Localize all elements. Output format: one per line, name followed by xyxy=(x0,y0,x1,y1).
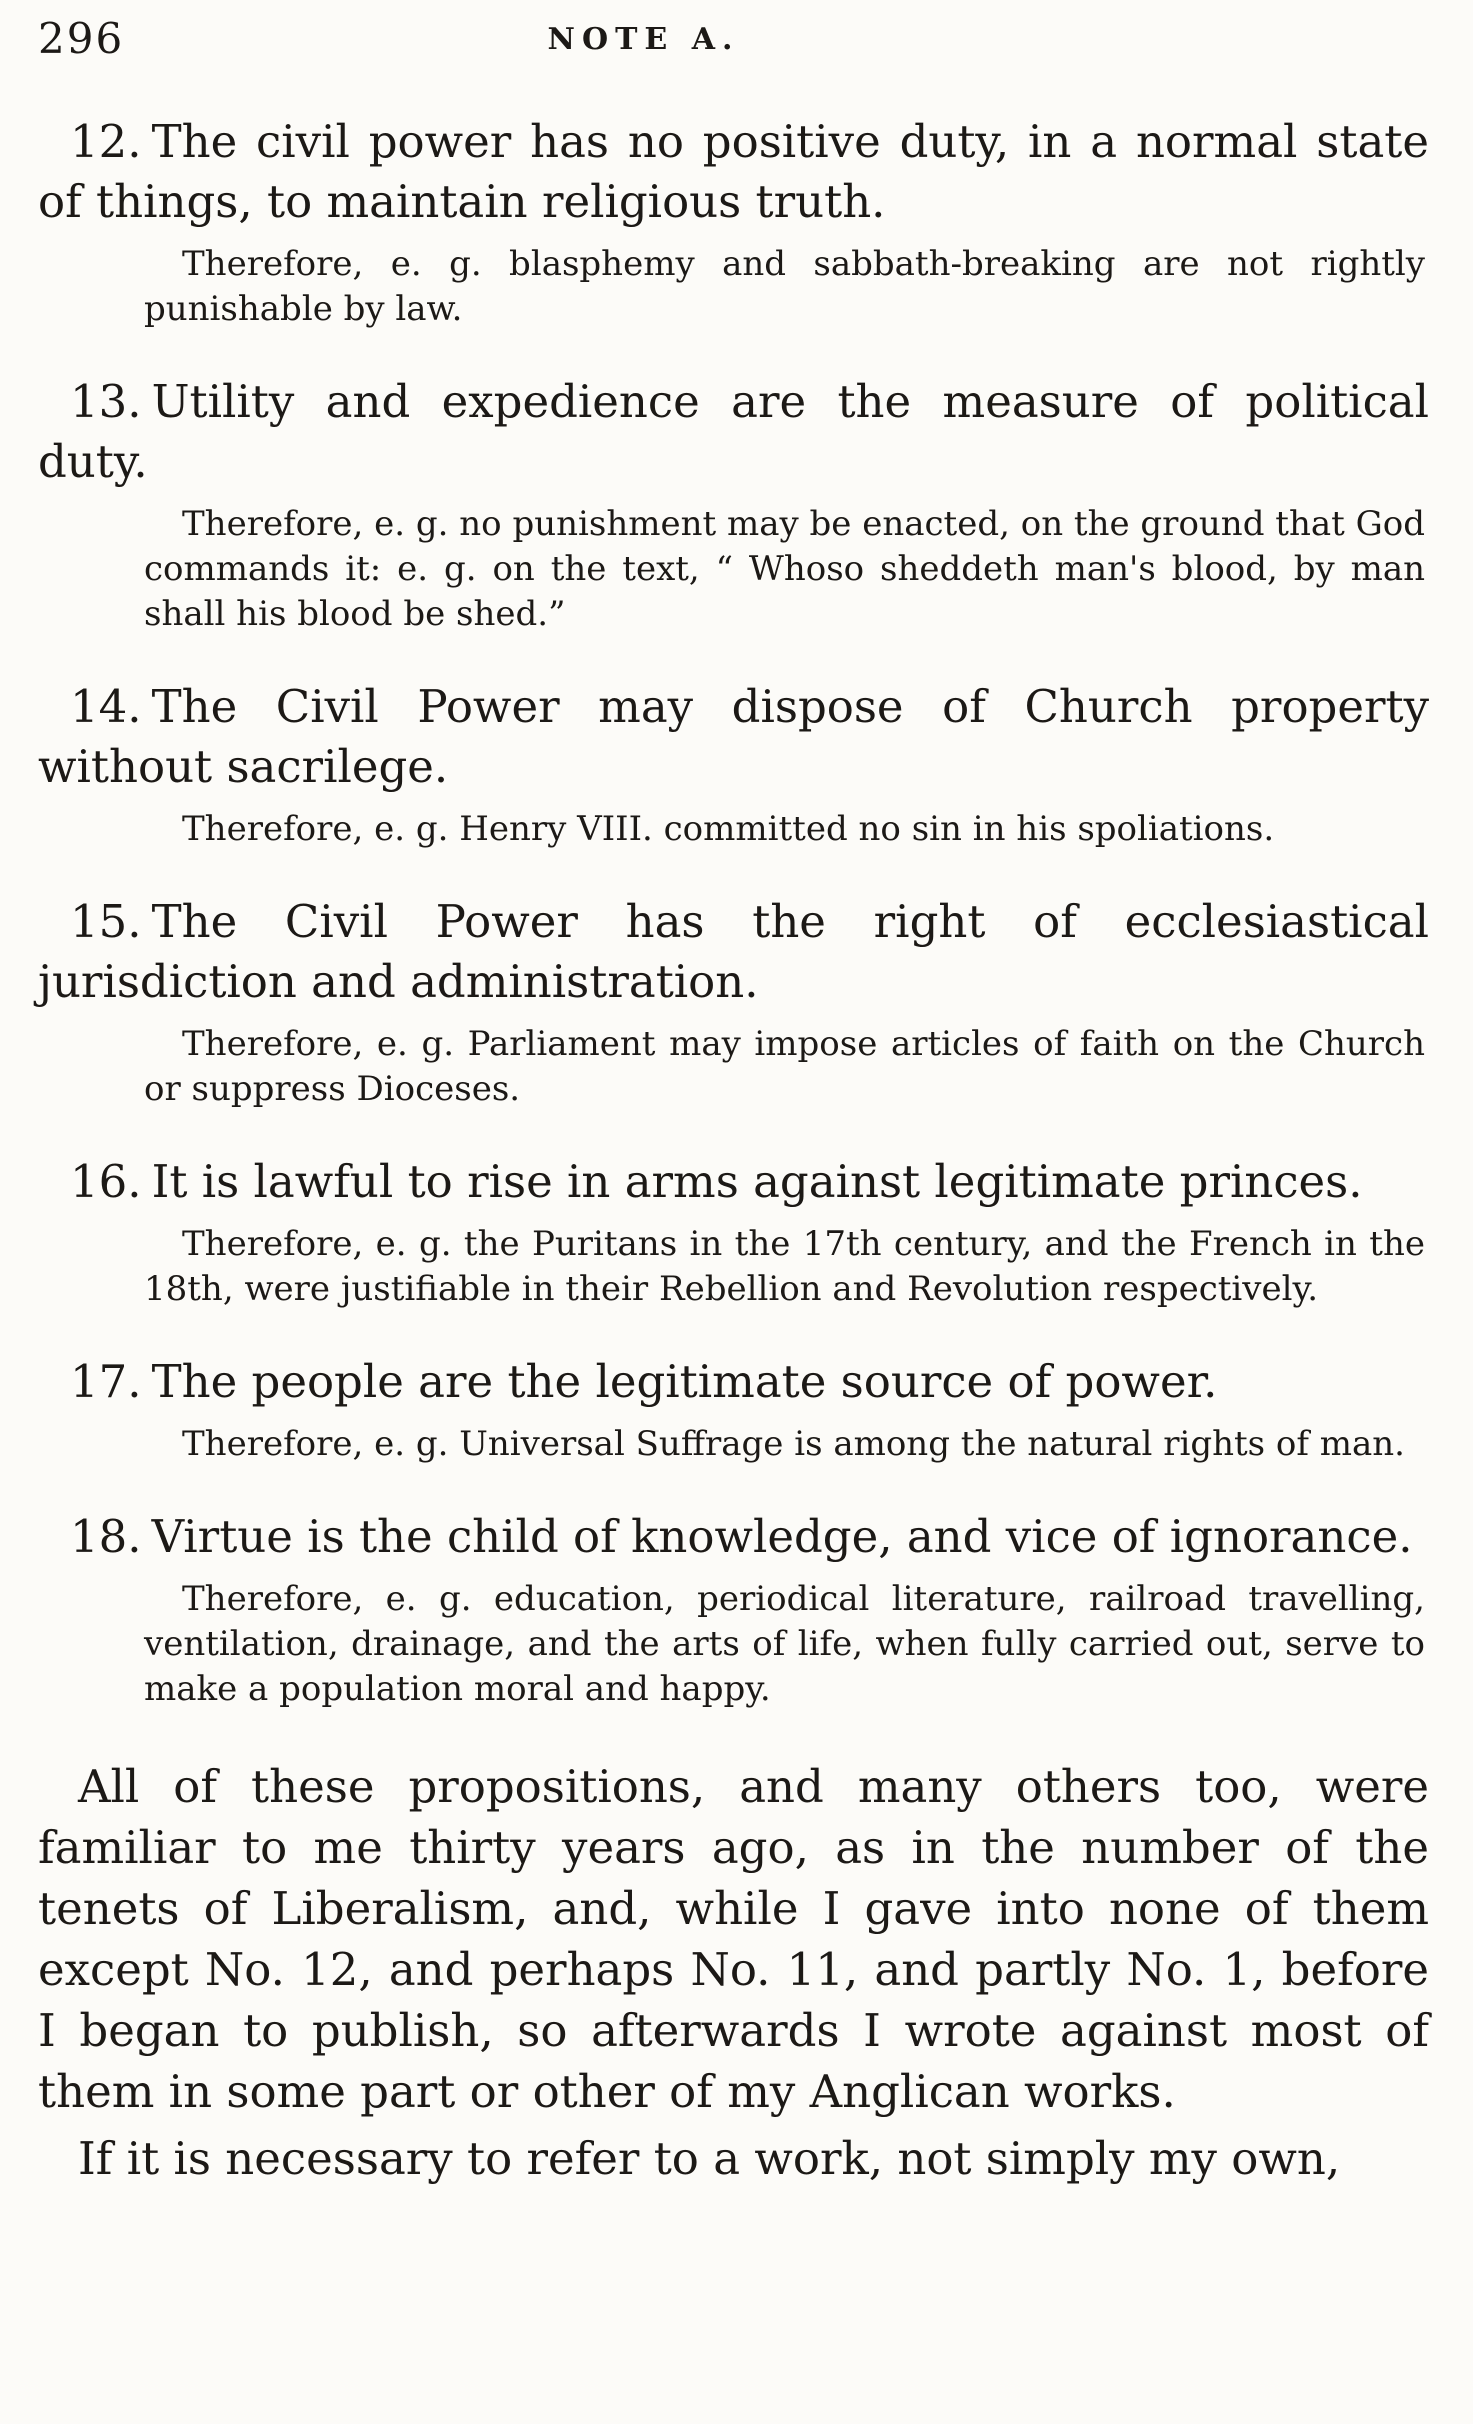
proposition-number: 13. xyxy=(70,375,142,428)
proposition-block-16 xyxy=(38,1152,1429,1312)
proposition-statement xyxy=(38,1152,1429,1212)
proposition-number: 16. xyxy=(70,1155,142,1208)
running-head: NOTE A. xyxy=(547,22,740,57)
proposition-consequence: Therefore, e. g. Universal Suffrage is among the natural rights of man. xyxy=(182,1424,1405,1464)
proposition-number: 14. xyxy=(70,680,142,733)
page-number: 296 xyxy=(38,14,125,63)
proposition-text: It is lawful to rise in arms against legitimate princes. xyxy=(151,1155,1363,1208)
closing-paragraph-continuation: If it is necessary to refer to a work, not simply my own, xyxy=(78,2132,1341,2185)
proposition-statement xyxy=(38,677,1429,797)
closing-paragraph: All of these propositions, and many others too, were familiar to me thirty years ago, as in the number of the tenets of Liberalism, and, while I gave into none of them except No. 12, and perhaps No. 11, and partly No. 1, before I began to publish, so afterwards I wrote against most of them in some part or other of my Anglican works. xyxy=(38,1760,1429,2118)
proposition-statement xyxy=(38,892,1429,1012)
proposition-consequence: Therefore, e. g. education, periodical literature, railroad travelling, ventilation, drainage, and the arts of life, when fully carried out, serve to make a population moral and happy. xyxy=(144,1579,1425,1709)
proposition-block-18 xyxy=(38,1507,1429,1712)
proposition-text: The people are the legitimate source of power. xyxy=(151,1355,1218,1408)
proposition-block-17 xyxy=(38,1352,1429,1467)
proposition-statement xyxy=(38,1507,1429,1567)
proposition-number: 12. xyxy=(70,115,142,168)
proposition-consequence: Therefore, e. g. the Puritans in the 17th century, and the French in the 18th, were justifiable in their Rebellion and Revolution respectively. xyxy=(144,1224,1425,1309)
proposition-consequence: Therefore, e. g. blasphemy and sabbath-breaking are not rightly punishable by law. xyxy=(144,244,1425,329)
proposition-text: Utility and expedience are the measure of political duty. xyxy=(38,375,1429,488)
proposition-number: 15. xyxy=(70,895,142,948)
proposition-statement xyxy=(38,372,1429,492)
proposition-block-15 xyxy=(38,892,1429,1112)
proposition-consequence: Therefore, e. g. Parliament may impose articles of faith on the Church or suppress Dioceses. xyxy=(144,1024,1425,1109)
proposition-block-14 xyxy=(38,677,1429,852)
proposition-text: The civil power has no positive duty, in a normal state of things, to maintain religious truth. xyxy=(38,115,1429,228)
proposition-block-12 xyxy=(38,112,1429,332)
proposition-consequence: Therefore, e. g. no punishment may be enacted, on the ground that God commands it: e. g. on the text, “ Whoso sheddeth man's blood, by man shall his blood be shed.” xyxy=(144,504,1425,634)
proposition-block-13 xyxy=(38,372,1429,637)
proposition-consequence: Therefore, e. g. Henry VIII. committed no sin in his spoliations. xyxy=(182,809,1275,849)
proposition-statement xyxy=(38,112,1429,232)
proposition-text: Virtue is the child of knowledge, and vice of ignorance. xyxy=(151,1510,1413,1563)
page-header xyxy=(38,14,1429,72)
proposition-text: The Civil Power has the right of ecclesiastical jurisdiction and administration. xyxy=(38,895,1429,1008)
proposition-text: The Civil Power may dispose of Church property without sacrilege. xyxy=(38,680,1429,793)
proposition-number: 17. xyxy=(70,1355,142,1408)
proposition-number: 18. xyxy=(70,1510,142,1563)
proposition-statement xyxy=(38,1352,1429,1412)
